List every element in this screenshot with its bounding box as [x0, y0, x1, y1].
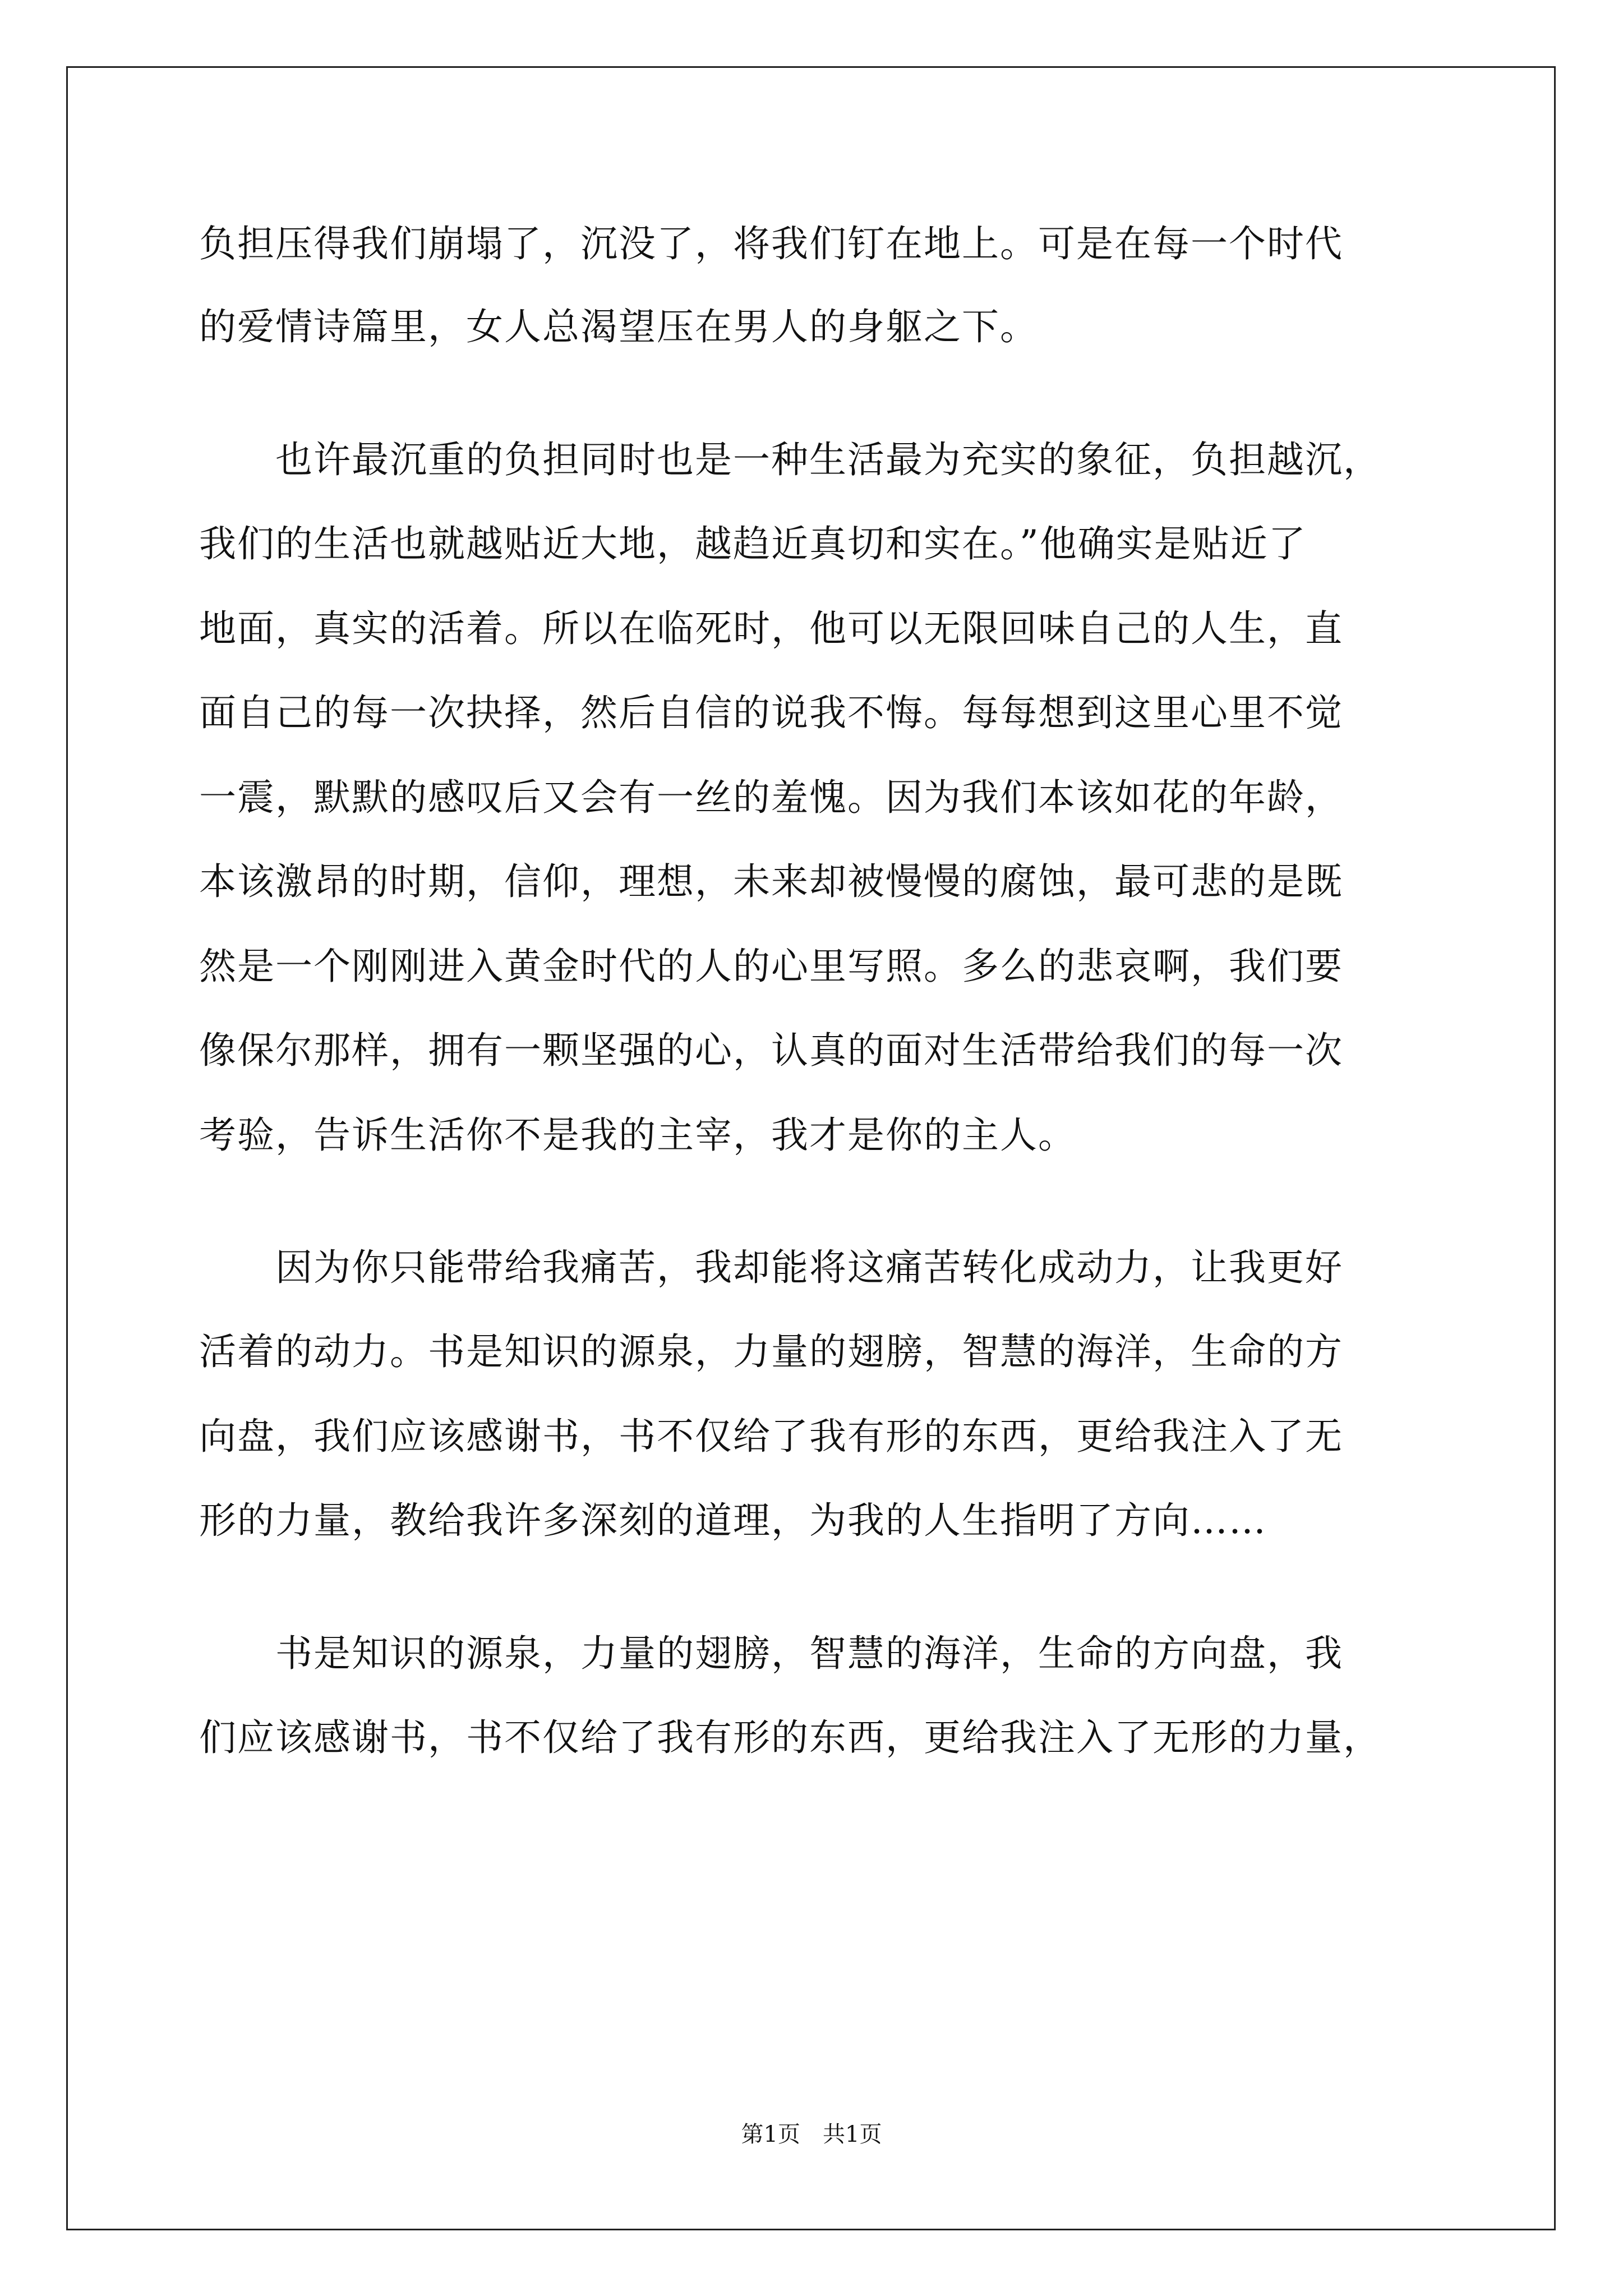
text-line: 本该激昂的时期，信仰，理想，未来却被慢慢的腐蚀，最可悲的是既	[199, 860, 1343, 903]
text-line: 我们的生活也就越贴近大地，越趋近真切和实在。”他确实是贴近了	[199, 522, 1307, 565]
page-number-footer: 第1页 共1页	[741, 2122, 882, 2147]
text-line: 形的力量，教给我许多深刻的道理，为我的人生指明了方向……	[199, 1499, 1267, 1542]
text-line: 书是知识的源泉，力量的翅膀，智慧的海洋，生命的方向盘，我	[199, 1632, 1343, 1675]
text-line: 向盘，我们应该感谢书，书不仅给了我有形的东西，更给我注入了无	[199, 1415, 1343, 1458]
text-line: 活着的动力。书是知识的源泉，力量的翅膀，智慧的海洋，生命的方	[199, 1330, 1343, 1373]
text-line: 然是一个刚刚进入黄金时代的人的心里写照。多么的悲哀啊，我们要	[199, 945, 1343, 988]
text-line: 一震，默默的感叹后又会有一丝的羞愧。因为我们本该如花的年龄，	[199, 776, 1343, 819]
text-line: 面自己的每一次抉择，然后自信的说我不悔。每每想到这里心里不觉	[199, 691, 1343, 734]
text-line: 因为你只能带给我痛苦，我却能将这痛苦转化成动力，让我更好	[199, 1246, 1343, 1289]
text-line: 地面，真实的活着。所以在临死时，他可以无限回味自己的人生，直	[199, 607, 1343, 650]
text-line: 像保尔那样，拥有一颗坚强的心，认真的面对生活带给我们的每一次	[199, 1029, 1343, 1072]
text-line: 负担压得我们崩塌了，沉没了，将我们钉在地上。可是在每一个时代	[199, 222, 1343, 265]
text-line: 们应该感谢书，书不仅给了我有形的东西，更给我注入了无形的力量，	[199, 1716, 1381, 1759]
text-line: 的爱情诗篇里，女人总渴望压在男人的身躯之下。	[199, 305, 1038, 348]
text-line: 也许最沉重的负担同时也是一种生活最为充实的象征，负担越沉，	[199, 438, 1381, 481]
text-line: 考验，告诉生活你不是我的主宰，我才是你的主人。	[199, 1114, 1076, 1157]
